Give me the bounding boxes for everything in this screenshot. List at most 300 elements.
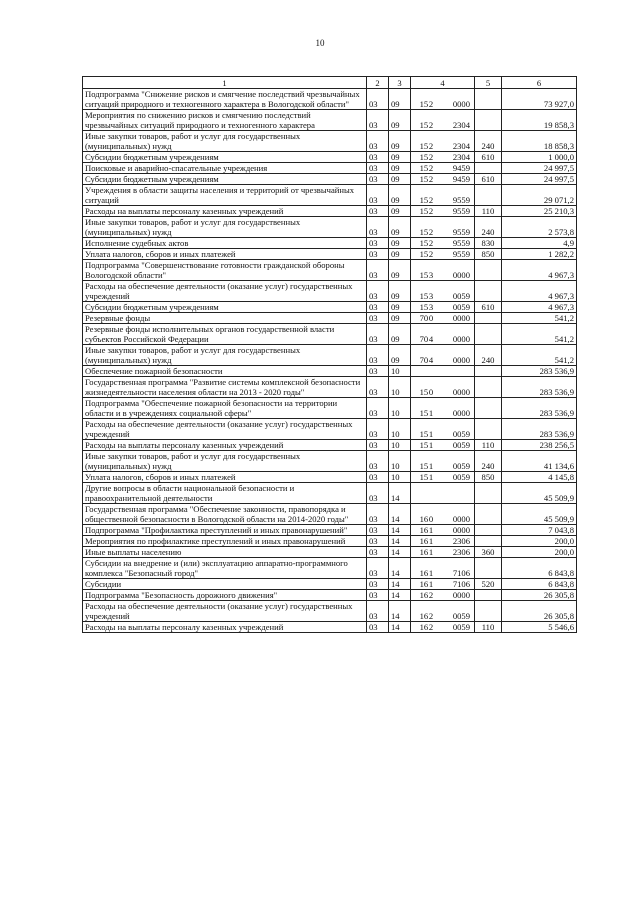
program-code: 16 <box>419 590 429 600</box>
target-code-parts <box>413 334 472 344</box>
row-section: 03 <box>367 504 389 525</box>
page-number: 10 <box>315 38 325 48</box>
subprogram-code: 1 <box>428 525 434 535</box>
row-expense-type <box>475 313 502 324</box>
row-expense-type <box>475 419 502 440</box>
program-code: 70 <box>419 313 429 323</box>
table-row <box>83 302 577 313</box>
row-section: 03 <box>367 281 389 302</box>
subprogram-code: 2 <box>428 152 434 162</box>
target-code-parts <box>413 387 472 397</box>
row-name: Мероприятия по снижению рисков и смягчению последствий чрезвычайных ситуаций природного и техногенного характера <box>83 110 367 131</box>
table-row <box>83 152 577 163</box>
table-row <box>83 504 577 525</box>
row-expense-type <box>475 536 502 547</box>
row-section: 03 <box>367 558 389 579</box>
row-amount: 18 858,3 <box>502 131 577 152</box>
row-expense-type <box>475 558 502 579</box>
target-code-parts <box>413 291 472 301</box>
row-subsection: 09 <box>389 185 411 206</box>
row-subsection: 14 <box>389 601 411 622</box>
target-code-parts <box>413 590 472 600</box>
row-amount: 1 000,0 <box>502 152 577 163</box>
program-code: 15 <box>419 249 429 259</box>
table-body <box>83 89 577 633</box>
subprogram-code: 1 <box>428 440 434 450</box>
row-section: 03 <box>367 419 389 440</box>
row-expense-type: 240 <box>475 131 502 152</box>
program-code: 15 <box>419 141 429 151</box>
target-code-parts <box>413 270 472 280</box>
row-amount: 6 843,8 <box>502 558 577 579</box>
row-section: 03 <box>367 302 389 313</box>
subprogram-code: 1 <box>428 568 434 578</box>
target-code-parts <box>413 622 472 632</box>
row-amount: 1 282,2 <box>502 249 577 260</box>
table-row <box>83 324 577 345</box>
row-name: Резервные фонды <box>83 313 367 324</box>
header-cell-4: 4 <box>411 77 475 89</box>
row-amount: 45 509,9 <box>502 483 577 504</box>
row-section: 03 <box>367 451 389 472</box>
direction-code: 0059 <box>452 461 470 471</box>
row-amount: 4 967,3 <box>502 302 577 313</box>
target-code-parts <box>413 355 472 365</box>
subprogram-code: 4 <box>428 334 434 344</box>
row-name: Субсидии <box>83 579 367 590</box>
row-amount: 283 536,9 <box>502 377 577 398</box>
target-code-parts <box>413 152 472 162</box>
table-row <box>83 398 577 419</box>
direction-code: 0000 <box>452 590 470 600</box>
row-target-code <box>411 174 475 185</box>
target-code-parts <box>413 302 472 312</box>
row-amount: 2 573,8 <box>502 217 577 238</box>
direction-code: 0059 <box>452 611 470 621</box>
direction-code: 9559 <box>452 227 470 237</box>
program-code: 15 <box>419 408 429 418</box>
row-subsection: 10 <box>389 451 411 472</box>
row-amount: 29 071,2 <box>502 185 577 206</box>
row-target-code <box>411 163 475 174</box>
direction-code: 0000 <box>452 387 470 397</box>
row-expense-type: 110 <box>475 622 502 633</box>
row-expense-type: 110 <box>475 440 502 451</box>
program-code: 15 <box>419 291 429 301</box>
table-row <box>83 260 577 281</box>
row-subsection: 14 <box>389 579 411 590</box>
row-name: Уплата налогов, сборов и иных платежей <box>83 249 367 260</box>
subprogram-code: 2 <box>428 174 434 184</box>
target-code-parts <box>413 525 472 535</box>
program-code: 15 <box>419 461 429 471</box>
row-name: Расходы на выплаты персоналу казенных учреждений <box>83 206 367 217</box>
table-row <box>83 558 577 579</box>
table-row <box>83 536 577 547</box>
row-name: Другие вопросы в области национальной безопасности и правоохранительной деятельности <box>83 483 367 504</box>
target-code-parts <box>413 472 472 482</box>
row-target-code <box>411 601 475 622</box>
row-subsection: 09 <box>389 206 411 217</box>
target-code-parts <box>413 227 472 237</box>
row-name: Подпрограмма "Совершенствование готовности гражданской обороны Вологодской области" <box>83 260 367 281</box>
target-code-parts <box>413 429 472 439</box>
row-target-code <box>411 377 475 398</box>
row-name: Расходы на выплаты персоналу казенных учреждений <box>83 622 367 633</box>
row-name: Расходы на обеспечение деятельности (оказание услуг) государственных учреждений <box>83 601 367 622</box>
row-amount: 4 967,3 <box>502 281 577 302</box>
row-subsection: 10 <box>389 419 411 440</box>
row-name: Субсидии на внедрение и (или) эксплуатацию аппаратно-программного комплекса "Безопасный город" <box>83 558 367 579</box>
row-section: 03 <box>367 345 389 366</box>
subprogram-code: 1 <box>428 472 434 482</box>
row-section: 03 <box>367 398 389 419</box>
direction-code: 9459 <box>452 163 470 173</box>
table-row <box>83 238 577 249</box>
target-code-parts <box>413 99 472 109</box>
table-header <box>83 77 577 89</box>
table-row <box>83 249 577 260</box>
program-code: 15 <box>419 195 429 205</box>
target-code-parts <box>413 174 472 184</box>
row-section: 03 <box>367 525 389 536</box>
row-amount: 19 858,3 <box>502 110 577 131</box>
target-code-parts <box>413 313 472 323</box>
subprogram-code: 3 <box>428 302 434 312</box>
target-code-parts <box>413 141 472 151</box>
direction-code: 0059 <box>452 291 470 301</box>
row-name: Государственная программа "Развитие системы комплексной безопасности жизнедеятельности населения области на 2013 - 2020 годы" <box>83 377 367 398</box>
row-expense-type <box>475 483 502 504</box>
row-section: 03 <box>367 601 389 622</box>
row-section: 03 <box>367 313 389 324</box>
row-target-code <box>411 281 475 302</box>
program-code: 15 <box>419 472 429 482</box>
target-code-parts <box>413 238 472 248</box>
direction-code: 0000 <box>452 408 470 418</box>
row-name: Подпрограмма "Обеспечение пожарной безопасности на территории области и в учреждениях социальной сферы" <box>83 398 367 419</box>
subprogram-code: 2 <box>428 163 434 173</box>
row-section: 03 <box>367 483 389 504</box>
target-code-parts <box>413 440 472 450</box>
program-code: 15 <box>419 238 429 248</box>
table-row <box>83 313 577 324</box>
table-row <box>83 110 577 131</box>
row-target-code <box>411 345 475 366</box>
table-row <box>83 366 577 377</box>
header-cell-2: 2 <box>367 77 389 89</box>
subprogram-code: 2 <box>428 99 434 109</box>
program-code: 15 <box>419 152 429 162</box>
row-subsection: 09 <box>389 131 411 152</box>
row-name: Субсидии бюджетным учреждениям <box>83 152 367 163</box>
row-amount: 4,9 <box>502 238 577 249</box>
subprogram-code: 2 <box>428 238 434 248</box>
direction-code: 9559 <box>452 238 470 248</box>
program-code: 15 <box>419 99 429 109</box>
row-amount: 541,2 <box>502 313 577 324</box>
target-code-parts <box>413 579 472 589</box>
row-section: 03 <box>367 185 389 206</box>
row-target-code <box>411 622 475 633</box>
row-expense-type <box>475 324 502 345</box>
direction-code: 7106 <box>452 579 470 589</box>
program-code: 15 <box>419 120 429 130</box>
row-expense-type <box>475 377 502 398</box>
program-code: 15 <box>419 429 429 439</box>
row-expense-type <box>475 185 502 206</box>
row-name: Иные закупки товаров, работ и услуг для государственных (муниципальных) нужд <box>83 345 367 366</box>
subprogram-code: 2 <box>428 590 434 600</box>
row-target-code <box>411 398 475 419</box>
subprogram-code: 1 <box>428 547 434 557</box>
row-name: Подпрограмма "Снижение рисков и смягчение последствий чрезвычайных ситуаций природного и техногенного характера в Вологодской области" <box>83 89 367 110</box>
target-code-parts <box>413 547 472 557</box>
row-amount: 541,2 <box>502 324 577 345</box>
row-target-code <box>411 419 475 440</box>
row-subsection: 10 <box>389 377 411 398</box>
row-target-code <box>411 547 475 558</box>
row-target-code <box>411 558 475 579</box>
subprogram-code: 2 <box>428 611 434 621</box>
row-section: 03 <box>367 590 389 601</box>
row-amount: 73 927,0 <box>502 89 577 110</box>
row-expense-type <box>475 260 502 281</box>
row-subsection: 09 <box>389 217 411 238</box>
row-subsection: 14 <box>389 558 411 579</box>
row-name: Резервные фонды исполнительных органов государственной власти субъектов Российской Федерации <box>83 324 367 345</box>
row-target-code <box>411 260 475 281</box>
subprogram-code: 1 <box>428 536 434 546</box>
direction-code: 0000 <box>452 514 470 524</box>
row-target-code <box>411 579 475 590</box>
row-subsection: 09 <box>389 152 411 163</box>
row-subsection: 14 <box>389 525 411 536</box>
subprogram-code: 2 <box>428 206 434 216</box>
program-code: 15 <box>419 206 429 216</box>
row-subsection: 09 <box>389 260 411 281</box>
direction-code: 0000 <box>452 355 470 365</box>
direction-code: 0059 <box>452 302 470 312</box>
row-expense-type: 610 <box>475 174 502 185</box>
direction-code: 2304 <box>452 120 470 130</box>
row-section: 03 <box>367 260 389 281</box>
row-amount: 4 145,8 <box>502 472 577 483</box>
row-expense-type <box>475 89 502 110</box>
row-amount: 200,0 <box>502 547 577 558</box>
row-subsection: 09 <box>389 313 411 324</box>
subprogram-code: 0 <box>428 514 434 524</box>
row-subsection: 09 <box>389 110 411 131</box>
row-section: 03 <box>367 217 389 238</box>
table-row <box>83 483 577 504</box>
row-name: Субсидии бюджетным учреждениям <box>83 302 367 313</box>
direction-code: 0000 <box>452 270 470 280</box>
row-name: Субсидии бюджетным учреждениям <box>83 174 367 185</box>
row-name: Мероприятия по профилактике преступлений и иных правонарушений <box>83 536 367 547</box>
row-subsection: 09 <box>389 281 411 302</box>
table-row <box>83 601 577 622</box>
row-subsection: 09 <box>389 345 411 366</box>
row-name: Поисковые и аварийно-спасательные учреждения <box>83 163 367 174</box>
row-amount: 45 509,9 <box>502 504 577 525</box>
table-row <box>83 579 577 590</box>
row-amount: 283 536,9 <box>502 419 577 440</box>
row-expense-type: 360 <box>475 547 502 558</box>
subprogram-code: 3 <box>428 270 434 280</box>
program-code: 15 <box>419 387 429 397</box>
row-name: Уплата налогов, сборов и иных платежей <box>83 472 367 483</box>
row-amount: 6 843,8 <box>502 579 577 590</box>
row-amount: 24 997,5 <box>502 163 577 174</box>
row-expense-type: 240 <box>475 345 502 366</box>
subprogram-code: 3 <box>428 291 434 301</box>
program-code: 15 <box>419 163 429 173</box>
row-section: 03 <box>367 377 389 398</box>
subprogram-code: 2 <box>428 141 434 151</box>
target-code-parts <box>413 408 472 418</box>
row-target-code <box>411 217 475 238</box>
target-code-parts <box>413 120 472 130</box>
table-row <box>83 89 577 110</box>
row-section: 03 <box>367 536 389 547</box>
row-section: 03 <box>367 174 389 185</box>
row-subsection: 09 <box>389 324 411 345</box>
row-name: Иные закупки товаров, работ и услуг для государственных (муниципальных) нужд <box>83 451 367 472</box>
row-subsection: 10 <box>389 398 411 419</box>
direction-code: 9559 <box>452 195 470 205</box>
subprogram-code: 1 <box>428 408 434 418</box>
row-name: Расходы на обеспечение деятельности (оказание услуг) государственных учреждений <box>83 281 367 302</box>
row-section: 03 <box>367 366 389 377</box>
subprogram-code: 2 <box>428 622 434 632</box>
row-name: Исполнение судебных актов <box>83 238 367 249</box>
direction-code: 9559 <box>452 249 470 259</box>
row-subsection: 14 <box>389 622 411 633</box>
row-expense-type <box>475 163 502 174</box>
table-row <box>83 185 577 206</box>
row-amount: 24 997,5 <box>502 174 577 185</box>
row-name: Подпрограмма "Профилактика преступлений и иных правонарушений" <box>83 525 367 536</box>
row-subsection: 09 <box>389 238 411 249</box>
row-section: 03 <box>367 206 389 217</box>
subprogram-code: 0 <box>428 387 434 397</box>
subprogram-code: 2 <box>428 227 434 237</box>
row-target-code <box>411 131 475 152</box>
row-expense-type: 610 <box>475 152 502 163</box>
subprogram-code: 2 <box>428 195 434 205</box>
row-expense-type <box>475 504 502 525</box>
row-subsection: 14 <box>389 483 411 504</box>
table-row <box>83 217 577 238</box>
target-code-parts <box>413 536 472 546</box>
row-section: 03 <box>367 622 389 633</box>
row-name: Расходы на выплаты персоналу казенных учреждений <box>83 440 367 451</box>
row-section: 03 <box>367 324 389 345</box>
row-target-code <box>411 89 475 110</box>
table-row <box>83 206 577 217</box>
direction-code: 0000 <box>452 313 470 323</box>
row-amount: 25 210,3 <box>502 206 577 217</box>
row-expense-type <box>475 110 502 131</box>
row-section: 03 <box>367 110 389 131</box>
program-code: 15 <box>419 174 429 184</box>
program-code: 16 <box>419 622 429 632</box>
program-code: 70 <box>419 355 429 365</box>
target-code-parts <box>413 249 472 259</box>
target-code-parts <box>413 461 472 471</box>
row-amount: 26 305,8 <box>502 590 577 601</box>
row-section: 03 <box>367 579 389 590</box>
row-amount: 7 043,8 <box>502 525 577 536</box>
row-expense-type: 520 <box>475 579 502 590</box>
direction-code: 0000 <box>452 525 470 535</box>
program-code: 16 <box>419 579 429 589</box>
budget-table <box>82 76 577 633</box>
direction-code: 2304 <box>452 141 470 151</box>
row-target-code <box>411 440 475 451</box>
direction-code: 0000 <box>452 99 470 109</box>
subprogram-code: 2 <box>428 249 434 259</box>
row-amount: 238 256,5 <box>502 440 577 451</box>
subprogram-code: 0 <box>428 313 434 323</box>
table-row <box>83 419 577 440</box>
row-expense-type <box>475 590 502 601</box>
direction-code: 7106 <box>452 568 470 578</box>
table-row <box>83 472 577 483</box>
target-code-parts <box>413 568 472 578</box>
row-name: Иные закупки товаров, работ и услуг для государственных (муниципальных) нужд <box>83 217 367 238</box>
row-name: Иные выплаты населению <box>83 547 367 558</box>
row-target-code <box>411 324 475 345</box>
row-amount: 283 536,9 <box>502 366 577 377</box>
target-code-parts <box>413 611 472 621</box>
row-subsection: 09 <box>389 174 411 185</box>
row-expense-type <box>475 281 502 302</box>
table-row <box>83 440 577 451</box>
row-target-code <box>411 249 475 260</box>
program-code: 15 <box>419 302 429 312</box>
row-section: 03 <box>367 547 389 558</box>
row-name: Расходы на обеспечение деятельности (оказание услуг) государственных учреждений <box>83 419 367 440</box>
row-subsection: 09 <box>389 302 411 313</box>
direction-code: 0059 <box>452 429 470 439</box>
row-subsection: 14 <box>389 536 411 547</box>
row-amount: 5 546,6 <box>502 622 577 633</box>
row-section: 03 <box>367 249 389 260</box>
direction-code: 0059 <box>452 472 470 482</box>
direction-code: 0059 <box>452 440 470 450</box>
row-target-code <box>411 110 475 131</box>
table-row <box>83 622 577 633</box>
table-row <box>83 377 577 398</box>
table-row <box>83 174 577 185</box>
row-target-code <box>411 238 475 249</box>
row-amount: 541,2 <box>502 345 577 366</box>
row-target-code <box>411 302 475 313</box>
row-name: Подпрограмма "Безопасность дорожного движения" <box>83 590 367 601</box>
row-subsection: 14 <box>389 590 411 601</box>
row-section: 03 <box>367 472 389 483</box>
row-target-code <box>411 152 475 163</box>
subprogram-code: 1 <box>428 429 434 439</box>
row-subsection: 10 <box>389 366 411 377</box>
program-code: 15 <box>419 440 429 450</box>
program-code: 16 <box>419 547 429 557</box>
row-expense-type: 850 <box>475 249 502 260</box>
program-code: 70 <box>419 334 429 344</box>
row-section: 03 <box>367 131 389 152</box>
